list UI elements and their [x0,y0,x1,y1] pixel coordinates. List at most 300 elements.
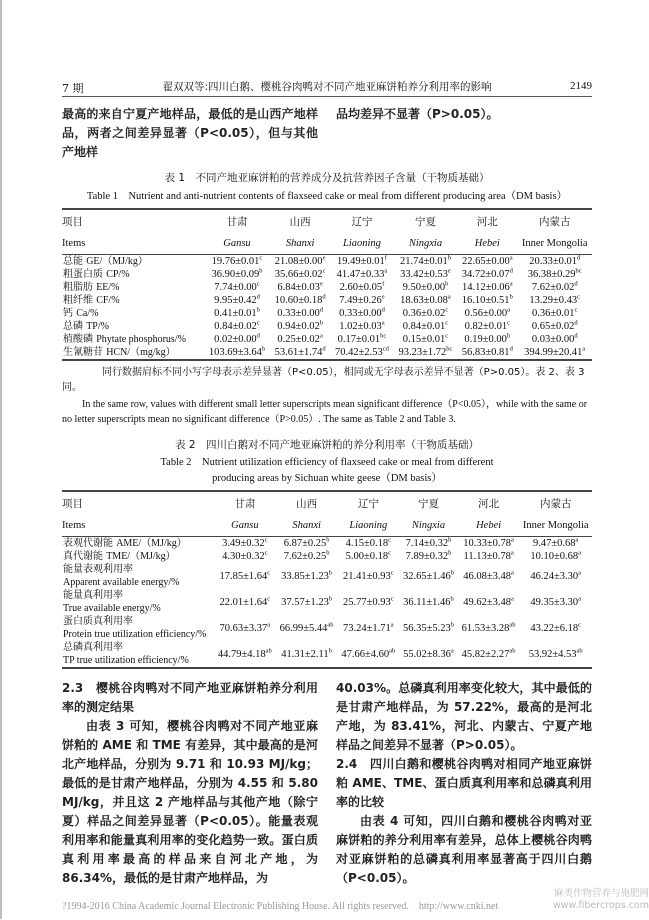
cell-value: 45.82±2.27 [461,648,510,660]
significance-letter: d [576,254,581,262]
table-cell [337,589,399,615]
row-label-en: TP/% [86,321,109,332]
row-label-cn: 总能 [63,256,83,267]
table-cell [270,255,330,269]
cell-value: 0.94±0.02 [277,321,320,332]
row-label-cn: 粗蛋白质 [63,269,103,280]
table-cell [276,589,338,615]
row-label [62,589,214,615]
table-row [62,589,592,615]
cell-value: 43.22±6.18 [530,622,579,634]
cell-value: 10.60±0.18 [274,295,323,306]
table-cell [276,615,338,641]
significance-letter: d [509,345,513,353]
significance-letter: c [445,332,449,340]
table-row [62,641,592,668]
significance-letter: a [381,319,385,327]
table-cell [519,537,592,551]
table-cell [270,320,330,333]
significance-letter: c [256,319,260,327]
cell-value: 36.90±0.09 [211,269,260,280]
cell-value: 2.60±0.05 [339,282,383,293]
cell-value: 9.95±0.42 [214,295,257,306]
row-label-cn: 表观代谢能 [63,538,113,549]
cell-value: 20.33±0.01 [529,256,577,267]
column-header: Gansu [204,232,270,255]
significance-letter: d [322,345,326,353]
header-row [62,232,592,255]
cell-value: 93.23±1.72 [398,347,447,358]
significance-letter: a [267,621,271,628]
significance-letter: ab [265,647,272,654]
cell-value: 56.83±0.81 [461,347,510,358]
cell-value: 61.53±3.28 [461,622,510,634]
cell-value: 0.84±0.02 [214,321,257,332]
header-row [62,491,592,514]
column-header: Shanxi [276,514,338,537]
table-cell [270,294,330,307]
cell-value: 21.74±0.01 [399,256,448,267]
table-cell [458,589,520,615]
page-content [62,78,649,919]
significance-letter: a [319,332,323,340]
cell-value: 19.76±0.01 [211,256,260,267]
row-label-cn: 能量表观利用率 [63,564,133,575]
significance-letter: c [578,621,582,628]
row-label [62,333,204,346]
row-label-en: Phytate phosphorus/% [96,334,186,345]
table-row [62,255,592,269]
table1-note-en: In the same row, values with different small letter superscripts mean significant difference（P<0.05），while with the same or no letter superscripts mean no significant difference（P>0.05）. The same as Table 2 and Table 3. [62,399,588,425]
table-cell [276,537,338,551]
row-label-cn: 总磷真利用率 [63,642,123,653]
cell-value: 17.85±1.64 [219,570,268,582]
cell-value: 7.89±0.32 [405,551,449,562]
row-label-en: CP/% [106,269,130,280]
significance-letter: d [256,332,260,340]
significance-letter: bc [446,345,453,353]
significance-letter: c [267,595,271,602]
significance-letter: b [326,536,330,544]
cell-value: 47.66±4.60 [341,648,390,660]
section-2-4-heading: 2.4 四川白鹅和樱桃谷肉鸭对相同产地亚麻饼粕 AME、TME、蛋白质真利用率和总磷真利用率的比较 [336,757,592,809]
table-row [62,294,592,307]
column-header: 甘肃 [226,215,248,228]
table-cell [214,589,276,615]
significance-letter: a [384,267,388,275]
intro [62,105,592,162]
cell-value: 14.12±0.06 [461,282,510,293]
row-label-cn: 蛋白质真利用率 [63,616,133,627]
significance-letter: b [326,549,330,557]
cell-value: 33.85±1.23 [281,570,329,582]
table-cell [204,255,270,269]
significance-letter: b [261,345,266,353]
cell-value: 0.84±0.01 [402,321,446,332]
table-cell [517,255,592,269]
column-header: 内蒙古 [538,215,571,228]
table-row [62,563,592,589]
significance-letter: f [382,280,385,288]
column-header: 河北 [478,497,500,510]
significance-letter: b [447,254,451,262]
significance-letter: d [509,267,513,275]
cell-value: 36.11±1.46 [403,596,451,608]
significance-letter: b [450,595,454,602]
significance-letter: a [511,536,514,544]
significance-letter: a [507,306,510,314]
cell-value: 44.79±4.18 [217,648,266,660]
table-cell [337,615,399,641]
column-header: Inner Mongolia [517,232,592,255]
cell-value: 70.63±3.37 [219,622,268,634]
column-header: Hebei [458,514,520,537]
cell-value: 46.24±3.30 [530,570,579,582]
table-cell [214,537,276,551]
table-row [62,537,592,551]
significance-letter: c [388,536,392,544]
cell-value: 394.99±20.41 [524,347,583,358]
table-head [62,209,592,255]
table-row [62,550,592,563]
row-label-en: Ca/% [76,308,99,319]
table-cell [457,346,517,360]
section-2-3 [62,679,318,888]
row-label [62,307,204,320]
right-column [336,679,592,888]
table-cell [517,307,592,320]
cell-value: 7.62±0.25 [283,551,327,562]
table-row [62,307,592,320]
cell-value: 9.50±0.00 [402,282,446,293]
cell-value: 11.13±0.78 [463,551,511,562]
cell-value: 0.33±0.00 [339,308,382,319]
row-label-cn: 能量真利用率 [63,590,123,601]
significance-letter: a [578,595,582,602]
cell-value: 33.42±0.53 [400,269,448,280]
column-header: 山西 [289,215,311,228]
significance-letter: bc [380,332,387,340]
table-cell [519,563,592,589]
cell-value: 21.41±0.93 [343,570,391,582]
copyright-footer: ?1994-2016 China Academic Journal Electronic Publishing House. All rights reserved. http://www.cnki.net [62,901,499,912]
watermark-text: 麻类作物营养与施肥网 [553,888,649,899]
significance-letter: b [448,549,452,557]
cell-value: 73.24±1.71 [343,622,391,634]
cell-value: 46.08±3.48 [463,570,512,582]
cell-value: 3.49±0.32 [222,538,265,549]
column-header: Items [62,514,214,537]
column-header: Ningxia [399,514,458,537]
cell-value: 0.36±0.01 [532,308,575,319]
column-header: 河北 [476,215,498,228]
cell-value: 36.38±0.29 [527,269,576,280]
significance-letter: c [256,280,260,288]
table-cell [457,307,517,320]
table-cell [458,641,520,668]
cell-value: 49.62±3.48 [463,596,512,608]
cell-value: 53.92±4.53 [528,648,577,660]
table-cell [458,615,520,641]
significance-letter: b [450,621,454,628]
cell-value: 7.14±0.32 [405,538,449,549]
table-cell [330,255,393,269]
table-cell [204,333,270,346]
table-cell [204,320,270,333]
table-cell [399,537,458,551]
table-cell [457,333,517,346]
table-cell [204,307,270,320]
table-cell [517,281,592,294]
table-cell [394,307,457,320]
cell-value: 37.57±1.23 [281,596,329,608]
table-cell [457,294,517,307]
table-cell [330,281,393,294]
row-label-cn: 植酸磷 [63,334,93,345]
table-cell [337,537,399,551]
table-cell [270,268,330,281]
table-cell [337,550,399,563]
watermark [553,888,649,912]
significance-letter: c [445,319,449,327]
table-cell [214,615,276,641]
section-2-3-continued: 40.03%。总磷真利用率变化较大，其中最低的是甘肃产地样品，为 57.22%，最高的是河北产地，为 83.41%，河北、内蒙古、宁夏产地样品之间差异不显著（P>0.05）。 [336,681,592,752]
watermark-url: www.fibercrops.com [552,900,649,911]
significance-letter: ab [389,647,396,654]
row-label-en: Protein true utilization efficiency/% [63,629,207,640]
header-row [62,209,592,232]
cell-value: 4.30±0.32 [222,551,265,562]
row-label-en: True available energy/% [63,603,161,614]
row-label [62,281,204,294]
table-cell [214,550,276,563]
significance-letter: c [267,569,271,576]
cell-value: 16.10±0.51 [461,295,510,306]
column-header: 项目 [62,497,83,510]
significance-letter: c [264,536,268,544]
table-cell [394,281,457,294]
cell-value: 66.99±5.44 [279,622,328,634]
column-header: Liaoning [337,514,399,537]
table-cell [214,641,276,668]
column-header: 山西 [296,497,318,510]
cell-value: 0.56±0.00 [464,308,508,319]
significance-letter: ab [327,621,334,628]
cell-value: 56.35±5.23 [402,622,451,634]
table-cell [270,281,330,294]
table-cell [276,641,338,668]
cell-value: 6.87±0.25 [283,538,327,549]
significance-letter: d [574,332,578,340]
significance-letter: f [384,254,387,262]
table-cell [204,268,270,281]
column-header: 宁夏 [417,497,439,510]
cell-value: 21.08±0.00 [274,256,323,267]
table-row [62,281,592,294]
cell-value: 35.66±0.02 [274,269,323,280]
cell-value: 0.36±0.02 [402,308,446,319]
cell-value: 22.01±1.64 [219,596,268,608]
table-cell [394,268,457,281]
row-label-cn: 粗脂肪 [63,282,93,293]
column-header: 甘肃 [234,497,256,510]
table-cell [457,255,517,269]
column-header: Ningxia [394,232,457,255]
row-label-en: CF/% [96,295,120,306]
table1-caption-en: Table 1 Nutrient and anti-nutrient contents of flaxseed cake or meal from different producing area（DM basis） [86,191,568,202]
cell-value: 0.41±0.01 [214,308,257,319]
column-header: 宁夏 [414,215,436,228]
significance-letter: a [511,569,514,576]
row-label [62,537,214,551]
table-cell [270,307,330,320]
cell-value: 19.49±0.01 [337,256,385,267]
table-cell [337,641,399,668]
significance-letter: e [322,254,326,262]
significance-letter: a [575,536,579,544]
significance-letter: cd [382,345,389,353]
significance-letter: a [582,345,586,353]
cell-value: 13.29±0.43 [529,295,578,306]
cell-value: 25.77±0.93 [343,596,391,608]
table-cell [337,563,399,589]
cell-value: 0.15±0.01 [402,334,446,345]
column-header: Liaoning [330,232,393,255]
cell-value: 55.02±8.36 [403,648,451,660]
table-cell [458,563,520,589]
cell-value: 9.47±0.68 [533,538,576,549]
row-label-en: EE/% [96,282,120,293]
row-label-en: GE/（MJ/kg） [86,256,148,267]
significance-letter: a [511,595,514,602]
row-label [62,294,204,307]
row-label-cn: 钙 [63,308,73,319]
table-cell [457,281,517,294]
table-row [62,346,592,360]
cell-value: 0.82±0.01 [464,321,508,332]
column-header: 项目 [62,215,83,228]
cell-value: 5.00±0.18 [345,551,389,562]
table-row [62,268,592,281]
significance-letter: a [578,549,582,557]
row-label-en: TME/（MJ/kg） [106,551,176,562]
table-cell [457,268,517,281]
significance-letter: d [322,293,326,301]
significance-letter: b [328,647,332,654]
significance-letter: b [445,280,449,288]
section-2-4-body: 由表 4 可知，四川白鹅和樱桃谷肉鸭对亚麻饼粕的养分利用率有差异，总体上樱桃谷肉鸭对亚麻饼粕的总磷真利用率显著高于四川白鹅（P<0.05）。 [336,814,592,885]
column-header: Inner Mongolia [519,514,592,537]
significance-letter: ab [509,647,516,654]
section-2-3-heading: 2.3 樱桃谷肉鸭对不同产地亚麻饼粕养分利用率的测定结果 [62,681,318,714]
significance-letter: a [578,569,582,576]
significance-letter: c [390,595,394,602]
table-body [62,537,592,669]
significance-letter: b [328,569,333,576]
significance-letter: b [509,293,513,301]
table-cell [517,320,592,333]
table2 [62,490,592,669]
table-cell [276,563,338,589]
cell-value: 0.03±0.00 [531,334,575,345]
significance-letter: e [381,293,385,301]
table-cell [517,346,592,360]
table-cell [394,333,457,346]
significance-letter: bc [575,267,582,275]
table-cell [330,268,393,281]
table-cell [458,550,520,563]
cell-value: 49.35±3.30 [530,596,579,608]
significance-letter: a [447,293,451,301]
table-cell [270,346,330,360]
significance-letter: c [445,306,449,314]
table-cell [399,563,458,589]
table-cell [517,333,592,346]
row-label [62,346,204,360]
cell-value: 41.31±2.11 [281,648,329,660]
table-cell [276,550,338,563]
significance-letter: d [319,306,324,314]
table-cell [394,294,457,307]
table-row [62,615,592,641]
table-cell [399,589,458,615]
significance-letter: b [450,569,454,576]
table-cell [519,641,592,668]
cell-value: 0.25±0.02 [277,334,320,345]
cell-value: 18.63±0.08 [400,295,448,306]
column-header: 内蒙古 [539,497,572,510]
table-row [62,320,592,333]
table-cell [330,307,393,320]
cell-value: 6.84±0.03 [277,282,320,293]
table-cell [517,268,592,281]
table-cell [519,615,592,641]
cell-value: 1.02±0.03 [339,321,382,332]
row-label [62,268,204,281]
table1-caption-cn: 表 1 不同产地亚麻饼粕的营养成分及抗营养因子含量（干物质基础） [164,172,490,184]
cell-value: 0.65±0.02 [531,321,575,332]
column-header: Hebei [457,232,517,255]
significance-letter: d [256,293,260,301]
significance-letter: a [509,280,513,288]
significance-letter: e [319,280,323,288]
table-cell [330,346,393,360]
significance-letter: b [256,306,260,314]
table-cell [330,320,393,333]
column-header: 辽宁 [357,497,379,510]
cell-value: 103.69±3.64 [208,347,262,358]
significance-letter: c [574,306,578,314]
cell-value: 0.02±0.00 [214,334,257,345]
page-number: 2149 [570,80,592,92]
significance-letter: b [448,536,452,544]
row-label [62,563,214,589]
cell-value: 34.72±0.07 [461,269,510,280]
column-header: Shanxi [270,232,330,255]
significance-letter: c [264,549,268,557]
table1 [62,208,592,361]
significance-letter: b [319,319,324,327]
significance-letter: e [447,267,451,275]
row-label [62,255,204,269]
table-cell [394,255,457,269]
cell-value: 10.33±0.78 [463,538,512,549]
table-cell [330,294,393,307]
significance-letter: c [259,254,263,262]
table-row [62,333,592,346]
column-header: Items [62,232,204,255]
cell-value: 0.19±0.00 [464,334,507,345]
